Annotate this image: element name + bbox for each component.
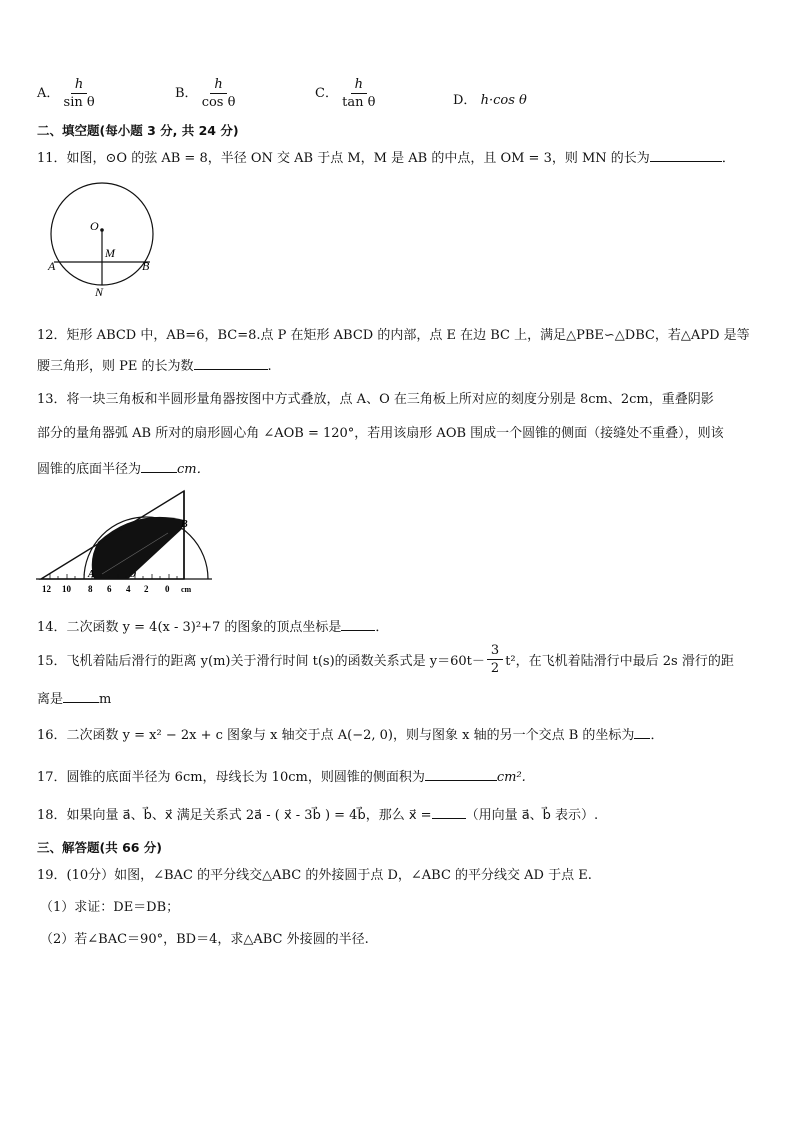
question-11: 11．如图，⊙O 的弦 AB = 8，半径 ON 交 AB 于点 M，M 是 AB 的中点，且 OM = 3，则 MN 的长为 ． bbox=[37, 151, 735, 166]
ruler-mark: 2 bbox=[144, 584, 149, 594]
question-16: 16．二次函数 y = x² − 2x + c 图象与 x 轴交于点 A(−2, 0)，则与图象 x 轴的另一个交点 B 的坐标为 ． bbox=[37, 728, 664, 743]
answer-blank bbox=[425, 768, 497, 781]
option-expr: h·cos θ bbox=[480, 93, 527, 108]
label-o: O bbox=[90, 219, 99, 233]
question-13-line-3: 圆锥的底面半径为 cm． bbox=[37, 462, 210, 477]
label-n: N bbox=[95, 285, 104, 299]
ruler-mark: 0 bbox=[165, 584, 170, 594]
label-m: M bbox=[105, 246, 115, 260]
answer-blank bbox=[341, 618, 375, 631]
question-12-line-2: 腰三角形，则 PE 的长为数 . bbox=[37, 359, 272, 374]
answer-blank bbox=[63, 690, 99, 703]
fraction: $\frac{3}{2}$ bbox=[487, 644, 503, 675]
option-label: A． bbox=[37, 86, 60, 101]
question-15-line-2: 离是 m bbox=[37, 692, 112, 707]
question-18: 18．如果向量 a⃗、b⃗、x⃗ 满足关系式 2a⃗ - ( x⃗ - 3b⃗ ) = 4b⃗，那么 x⃗ = （用向量 a⃗、b⃗ 表示）. bbox=[37, 808, 599, 823]
option-d bbox=[453, 89, 527, 108]
option-label: C． bbox=[315, 86, 338, 101]
ruler-mark: 12 bbox=[42, 584, 51, 594]
fraction: $\frac{h}{\text{tan θ}}$ bbox=[342, 77, 376, 110]
option-b bbox=[175, 78, 235, 109]
label-a: A bbox=[88, 569, 95, 580]
ruler-protractor-figure bbox=[36, 488, 216, 598]
ruler-mark: 6 bbox=[107, 584, 112, 594]
circle-figure bbox=[44, 178, 164, 300]
answer-blank bbox=[650, 149, 722, 162]
question-14: 14．二次函数 y = 4(x - 3)²+7 的图象的顶点坐标是 ． bbox=[37, 620, 389, 635]
question-12-line-1: 12．矩形 ABCD 中，AB=6，BC=8.点 P 在矩形 ABCD 的内部，点 E 在边 BC 上，满足△PBE∽△DBC，若△APD 是等 bbox=[37, 328, 750, 343]
question-19-part-2: （2）若∠BAC＝90°，BD＝4，求△ABC 外接圆的半径. bbox=[40, 932, 369, 947]
ruler-unit: cm bbox=[181, 585, 192, 594]
label-o: O bbox=[129, 569, 137, 580]
answer-blank bbox=[194, 357, 268, 370]
ruler-mark: 8 bbox=[88, 584, 93, 594]
option-a bbox=[37, 78, 95, 109]
section-heading-fill-in: 二、填空题(每小题 3 分, 共 24 分) bbox=[37, 123, 239, 138]
question-15-line-1: 15．飞机着陆后滑行的距离 y(m)关于滑行时间 t(s)的函数关系式是 y＝60t－ $\frac{3}{2}$ t²，在飞机着陆滑行中最后 2s 滑行的距 bbox=[37, 643, 734, 676]
question-17: 17．圆锥的底面半径为 6cm，母线长为 10cm，则圆锥的侧面积为 cm². bbox=[37, 770, 526, 785]
label-b: B bbox=[181, 519, 188, 530]
section-heading-solutions: 三、解答题(共 66 分) bbox=[37, 840, 163, 855]
label-a: A bbox=[48, 259, 56, 273]
answer-blank bbox=[141, 460, 177, 473]
question-13-line-1: 13．将一块三角板和半圆形量角器按图中方式叠放，点 A、O 在三角板上所对应的刻度分别是 8cm、2cm，重叠阴影 bbox=[37, 392, 714, 407]
label-b: B bbox=[142, 259, 150, 273]
ruler-mark: 10 bbox=[62, 584, 71, 594]
fraction: $\frac{h}{\text{cos θ}}$ bbox=[201, 77, 236, 110]
option-label: D． bbox=[453, 93, 477, 108]
option-c bbox=[315, 78, 375, 109]
question-19: 19．(10分）如图，∠BAC 的平分线交△ABC 的外接圆于点 D，∠ABC 的平分线交 AD 于点 E. bbox=[37, 868, 592, 883]
fraction: $\frac{h}{\text{sin θ}}$ bbox=[63, 77, 95, 110]
question-13-line-2: 部分的量角器弧 AB 所对的扇形圆心角 ∠AOB = 120°，若用该扇形 AOB 围成一个圆锥的侧面（接缝处不重叠），则该 bbox=[37, 426, 724, 441]
question-19-part-1: （1）求证：DE＝DB； bbox=[40, 900, 180, 915]
option-label: B． bbox=[175, 86, 198, 101]
ruler-mark: 4 bbox=[126, 584, 131, 594]
answer-blank bbox=[634, 726, 650, 739]
answer-blank bbox=[432, 806, 466, 819]
